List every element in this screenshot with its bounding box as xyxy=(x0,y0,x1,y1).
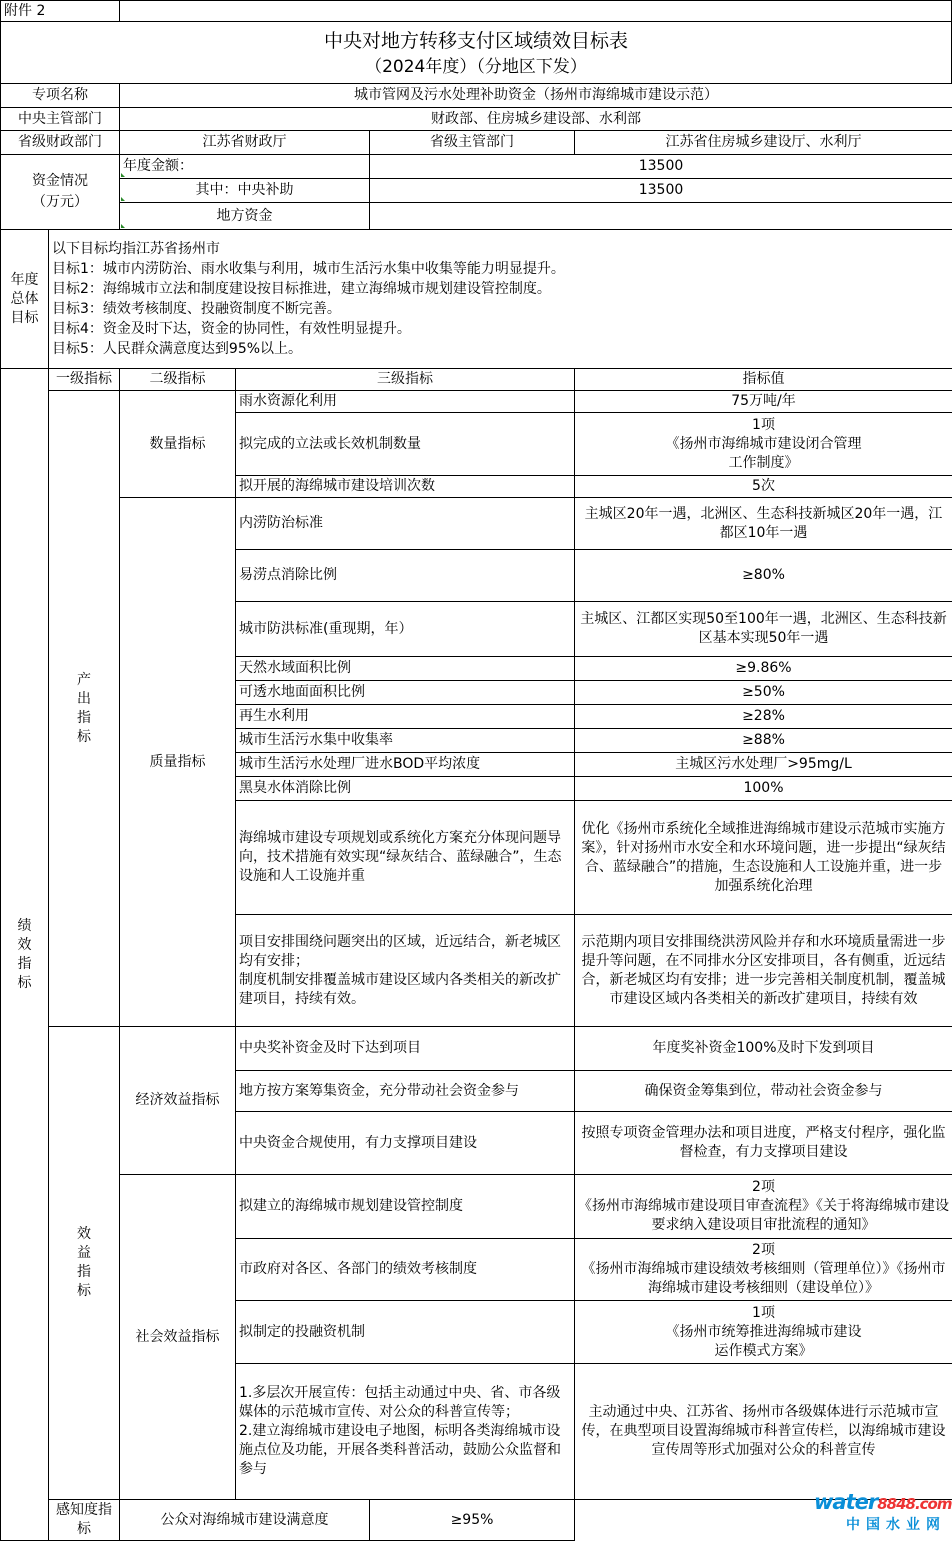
indicator-name: 天然水域面积比例 xyxy=(236,657,575,681)
social-label: 社会效益指标 xyxy=(120,1175,236,1500)
table-row xyxy=(1,1027,952,1071)
goal-line: 以下目标均指江苏省扬州市 xyxy=(52,239,949,259)
indicator-value: 5次 xyxy=(575,476,952,498)
output-indicators-label: 产 出 指 标 xyxy=(49,391,120,1027)
indicator-value: 年度奖补资金100%及时下发到项目 xyxy=(575,1027,952,1071)
indicator-name: 1.多层次开展宣传：包括主动通过中央、省、市各级媒体的示范城市宣传、对公众的科普宣传等； 2.建立海绵城市建设电子地图，标明各类海绵城市设施点位及功能，开展各类科普活动，鼓励公众监督和参与 xyxy=(236,1364,575,1500)
indicator-value: ≥28% xyxy=(575,705,952,729)
local-value xyxy=(370,203,952,230)
indicator-name: 公众对海绵城市建设满意度 xyxy=(120,1500,370,1541)
row-local-fund xyxy=(1,203,952,230)
indicator-name: 易涝点消除比例 xyxy=(236,550,575,602)
goals-label: 年度 总体 目标 xyxy=(1,230,49,369)
row-indicator-headers xyxy=(1,369,952,391)
indicator-value: 75万吨/年 xyxy=(575,391,952,413)
benefit-indicators-label: 效 益 指 标 xyxy=(49,1027,120,1500)
header-level2: 二级指标 xyxy=(120,369,236,391)
indicator-value: 2项 《扬州市海绵城市建设项目审查流程》《关于将海绵城市建设要求纳入建设项目审批流程的通知》 xyxy=(575,1175,952,1239)
indicator-name: 内涝防治标准 xyxy=(236,498,575,550)
indicator-name: 拟制定的投融资机制 xyxy=(236,1301,575,1364)
central-dept-value: 财政部、住房城乡建设部、水利部 xyxy=(120,108,952,131)
table-row xyxy=(1,391,952,413)
header-level3: 三级指标 xyxy=(236,369,575,391)
fund-label-line1: 资金情况 xyxy=(32,173,88,189)
header-level1: 一级指标 xyxy=(49,369,120,391)
row-central-dept xyxy=(1,108,952,131)
indicator-name: 可透水地面面积比例 xyxy=(236,681,575,705)
fund-label-line2: （万元） xyxy=(32,194,88,210)
goals-content xyxy=(49,230,952,369)
indicator-value: 主城区、江都区实现50至100年一遇，北洲区、生态科技新区基本实现50年一遇 xyxy=(575,602,952,657)
economic-label: 经济效益指标 xyxy=(120,1027,236,1175)
satisfaction-label: 感知度指标 xyxy=(49,1500,120,1541)
indicator-value: 按照专项资金管理办法和项目进度，严格支付程序，强化监督检查，有力支撑项目建设 xyxy=(575,1112,952,1175)
indicator-value: 2项 《扬州市海绵城市建设绩效考核细则（管理单位）》《扬州市海绵城市建设考核细则（建设单位）》 xyxy=(575,1239,952,1301)
central-sub-value: 13500 xyxy=(370,179,952,203)
goal-line: 目标3：绩效考核制度、投融资制度不断完善。 xyxy=(52,299,949,319)
central-sub-label: 其中：中央补助 xyxy=(120,179,370,203)
annex-spacer xyxy=(119,0,952,22)
row-annual-fund xyxy=(1,155,952,179)
project-label: 专项名称 xyxy=(1,84,120,108)
indicator-value: 100% xyxy=(575,777,952,801)
indicator-name: 城市生活污水集中收集率 xyxy=(236,729,575,753)
indicator-name: 黑臭水体消除比例 xyxy=(236,777,575,801)
watermark-logo: water8848.com 中国水业网 xyxy=(814,1490,946,1536)
title-block xyxy=(0,21,952,84)
goal-line: 目标4：资金及时下达，资金的协同性，有效性明显提升。 xyxy=(52,319,949,339)
indicator-value: ≥80% xyxy=(575,550,952,602)
central-dept-label: 中央主管部门 xyxy=(1,108,120,131)
project-value: 城市管网及污水处理补助资金（扬州市海绵城市建设示范） xyxy=(120,84,952,108)
indicator-name: 中央资金合规使用，有力支撑项目建设 xyxy=(236,1112,575,1175)
annex-label: 附件 2 xyxy=(0,0,120,22)
indicator-value: 1项 《扬州市海绵城市建设闭合管理 工作制度》 xyxy=(575,413,952,476)
local-label: 地方资金 xyxy=(120,203,370,230)
indicator-name: 市政府对各区、各部门的绩效考核制度 xyxy=(236,1239,575,1301)
indicator-name: 海绵城市建设专项规划或系统化方案充分体现问题导向，技术措施有效实现“绿灰结合、蓝绿融合”，生态设施和人工设施并重 xyxy=(236,801,575,915)
quantity-label: 数量指标 xyxy=(120,391,236,498)
row-project xyxy=(1,84,952,108)
indicator-name: 城市防洪标准(重现期，年） xyxy=(236,602,575,657)
annual-label: 年度金额： xyxy=(120,155,370,179)
row-goals xyxy=(1,230,952,369)
indicator-name: 雨水资源化利用 xyxy=(236,391,575,413)
prov-fin-value: 江苏省财政厅 xyxy=(120,131,370,155)
indicator-name: 拟开展的海绵城市建设培训次数 xyxy=(236,476,575,498)
table-row xyxy=(1,498,952,550)
prov-dept-value: 江苏省住房城乡建设厅、水利厅 xyxy=(575,131,952,155)
indicator-name: 再生水利用 xyxy=(236,705,575,729)
indicator-name: 城市生活污水处理厂进水BOD平均浓度 xyxy=(236,753,575,777)
performance-table xyxy=(0,83,952,1541)
indicator-name: 拟建立的海绵城市规划建设管控制度 xyxy=(236,1175,575,1239)
page-subtitle: （2024年度）（分地区下发） xyxy=(1,55,951,79)
indicator-value: ≥9.86% xyxy=(575,657,952,681)
indicator-name: 中央奖补资金及时下达到项目 xyxy=(236,1027,575,1071)
indicator-value: ≥50% xyxy=(575,681,952,705)
indicator-name: 拟完成的立法或长效机制数量 xyxy=(236,413,575,476)
header-value: 指标值 xyxy=(575,369,952,391)
table-row xyxy=(1,1175,952,1239)
indicator-value: 1项 《扬州市统筹推进海绵城市建设 运作模式方案》 xyxy=(575,1301,952,1364)
indicators-label: 绩 效 指 标 xyxy=(1,369,49,1541)
fund-label xyxy=(1,155,120,230)
indicator-value: 主城区20年一遇，北洲区、生态科技新城区20年一遇，江都区10年一遇 xyxy=(575,498,952,550)
indicator-value: 确保资金筹集到位，带动社会资金参与 xyxy=(575,1071,952,1112)
indicator-value: ≥95% xyxy=(370,1500,575,1541)
table-row xyxy=(1,1500,952,1541)
indicator-value: ≥88% xyxy=(575,729,952,753)
prov-dept-label: 省级主管部门 xyxy=(370,131,575,155)
page-title: 中央对地方转移支付区域绩效目标表 xyxy=(1,27,951,55)
prov-fin-label: 省级财政部门 xyxy=(1,131,120,155)
indicator-value: 主城区污水处理厂>95mg/L xyxy=(575,753,952,777)
goal-line: 目标2：海绵城市立法和制度建设按目标推进，建立海绵城市规划建设管控制度。 xyxy=(52,279,949,299)
indicator-name: 项目安排围绕问题突出的区域，近远结合，新老城区均有安排； 制度机制安排覆盖城市建设区域内各类相关的新改扩建项目，持续有效。 xyxy=(236,915,575,1027)
indicator-value: 主动通过中央、江苏省、扬州市各级媒体进行示范城市宣传，在典型项目设置海绵城市科普宣传栏，以海绵城市建设宣传周等形式加强对公众的科普宣传 xyxy=(575,1364,952,1500)
goal-line: 目标1：城市内涝防治、雨水收集与利用，城市生活污水集中收集等能力明显提升。 xyxy=(52,259,949,279)
quality-label: 质量指标 xyxy=(120,498,236,1027)
row-central-sub xyxy=(1,179,952,203)
goal-line: 目标5：人民群众满意度达到95%以上。 xyxy=(52,339,949,359)
indicator-name: 地方按方案筹集资金，充分带动社会资金参与 xyxy=(236,1071,575,1112)
row-provincial xyxy=(1,131,952,155)
annual-value: 13500 xyxy=(370,155,952,179)
indicator-value: 示范期内项目安排围绕洪涝风险并存和水环境质量需进一步提升等问题，在不同排水分区安排项目，各有侧重，近远结合，新老城区均有安排；进一步完善相关制度机制，覆盖城市建设区域内各类相关的新改扩建项目，持续有效 xyxy=(575,915,952,1027)
indicator-value: 优化《扬州市系统化全域推进海绵城市建设示范城市实施方案》，针对扬州市水安全和水环境问题，进一步提出“绿灰结合、蓝绿融合”的措施，生态设施和人工设施并重，进一步加强系统化治理 xyxy=(575,801,952,915)
